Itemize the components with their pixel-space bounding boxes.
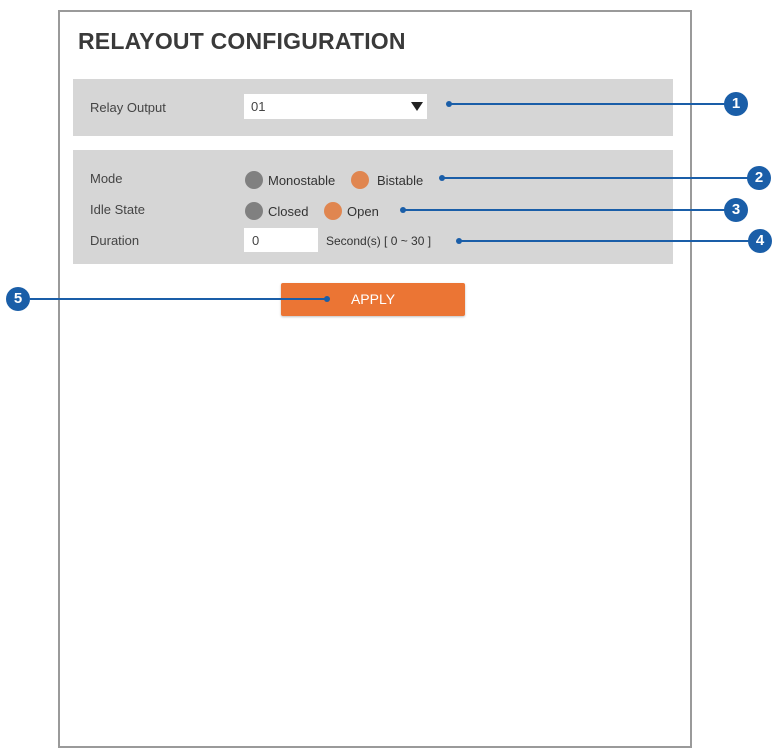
- mode-bistable-label: Bistable: [377, 173, 424, 188]
- idle-open-radio[interactable]: [324, 202, 342, 220]
- callout-2-line: [442, 177, 748, 179]
- page-title: RELAYOUT CONFIGURATION: [78, 28, 406, 54]
- callout-1: 1: [724, 92, 748, 116]
- duration-value: 0: [252, 233, 260, 248]
- callout-5-line: [30, 298, 326, 300]
- apply-button-label: APPLY: [350, 291, 396, 307]
- idle-open-label: Open: [347, 204, 379, 219]
- callout-5: 5: [6, 287, 30, 311]
- mode-label: Mode: [90, 171, 123, 186]
- callout-4-line: [459, 240, 749, 242]
- callout-2: 2: [747, 166, 771, 190]
- duration-range-text: Second(s) [ 0 ~ 30 ]: [326, 234, 432, 248]
- idle-closed-radio[interactable]: [245, 202, 263, 220]
- mode-bistable-radio[interactable]: [351, 171, 369, 189]
- callout-1-line: [449, 103, 725, 105]
- idle-closed-label: Closed: [268, 204, 309, 219]
- idle-state-label: Idle State: [90, 202, 145, 217]
- duration-input[interactable]: [244, 228, 318, 252]
- dropdown-arrow-icon: [411, 102, 423, 111]
- relay-output-label: Relay Output: [90, 100, 166, 115]
- mode-monostable-radio[interactable]: [245, 171, 263, 189]
- relay-output-value: 01: [251, 99, 266, 114]
- callout-4: 4: [748, 229, 772, 253]
- callout-3: 3: [724, 198, 748, 222]
- callout-3-line: [403, 209, 725, 211]
- duration-label: Duration: [90, 233, 140, 248]
- callout-5-dot: [324, 296, 330, 302]
- relay-output-select[interactable]: [244, 94, 427, 119]
- mode-monostable-label: Monostable: [268, 173, 336, 188]
